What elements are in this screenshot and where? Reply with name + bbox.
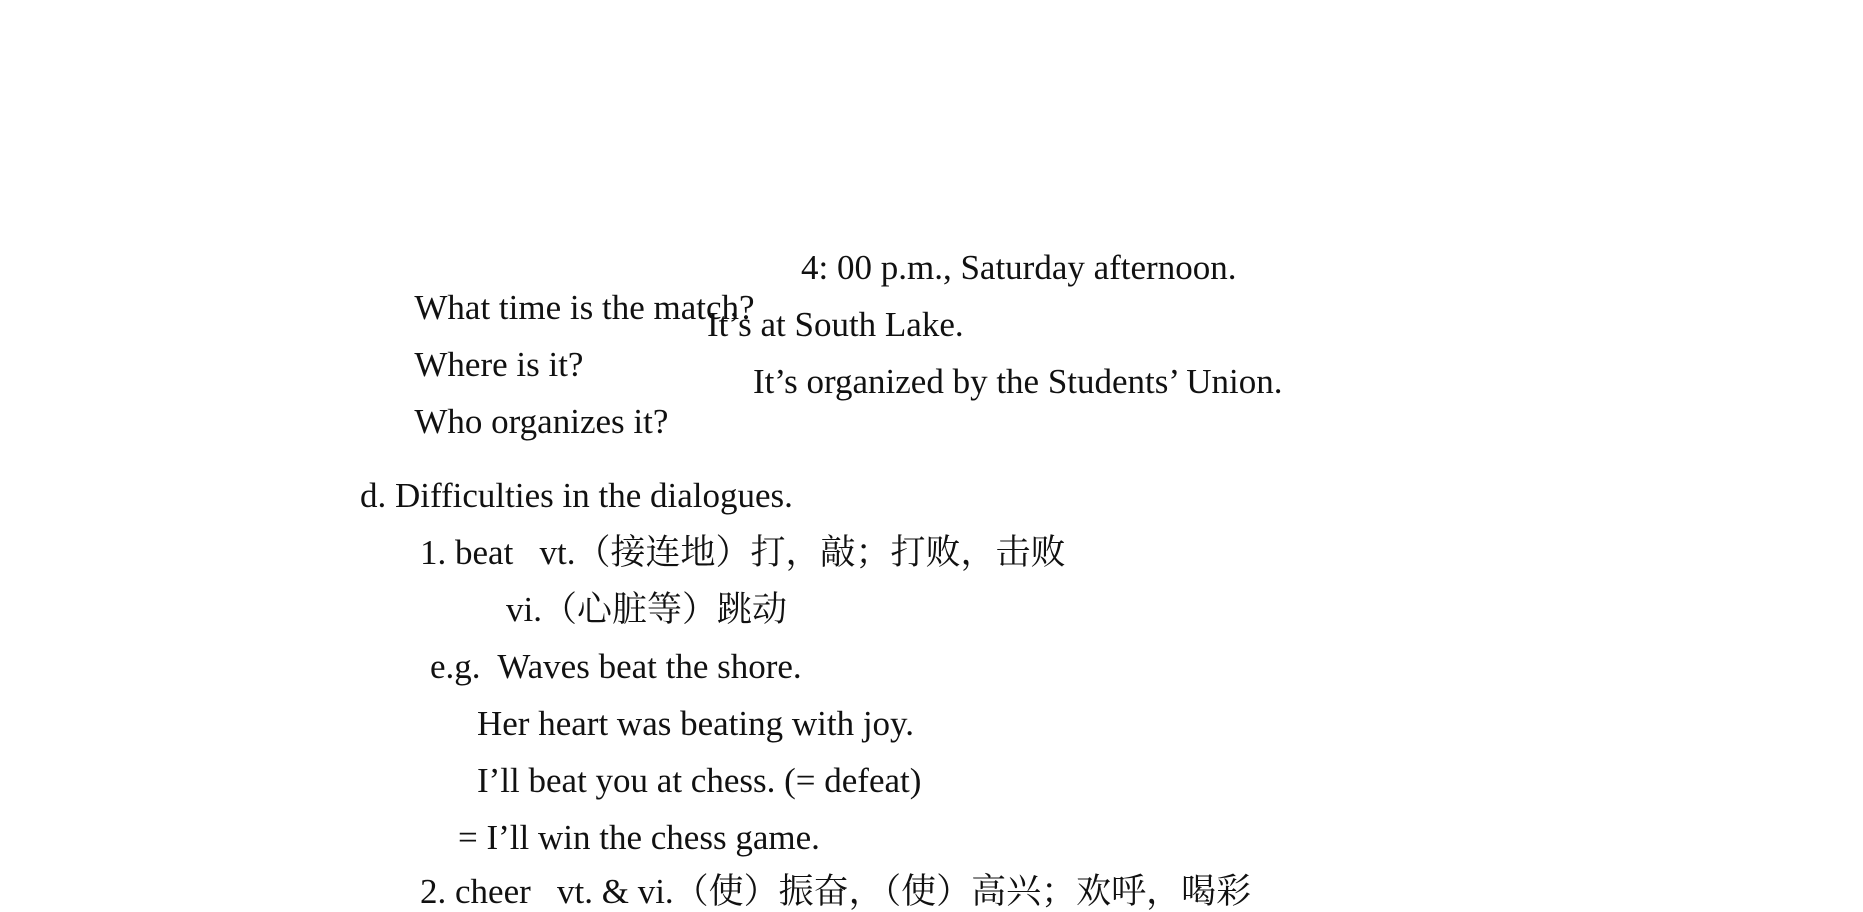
vocab-item-head: 2. cheer vt. & vi.（使）振奋，（使）高兴；欢呼，喝彩 (420, 872, 1252, 911)
example-line: = I’ll win the chess game. (458, 818, 820, 857)
qa-answer: 4: 00 p.m., Saturday afternoon. (801, 248, 1237, 287)
qa-question: Who organizes it? (414, 402, 669, 441)
qa-answer: It’s organized by the Students’ Union. (753, 362, 1283, 401)
vocab-item-head: 1. beat vt.（接连地）打，敲；打败，击败 (420, 533, 1066, 572)
example-line: Her heart was beating with joy. (477, 704, 915, 743)
example-line: e.g. Waves beat the shore. (430, 647, 802, 686)
qa-question: What time is the match? (414, 288, 755, 327)
qa-answer: It’s at South Lake. (707, 305, 964, 344)
qa-question: Where is it? (414, 345, 584, 384)
vocab-item-sub: vi.（心脏等）跳动 (506, 590, 787, 629)
section-heading: d. Difficulties in the dialogues. (360, 476, 793, 515)
example-line: I’ll beat you at chess. (= defeat) (477, 761, 922, 800)
